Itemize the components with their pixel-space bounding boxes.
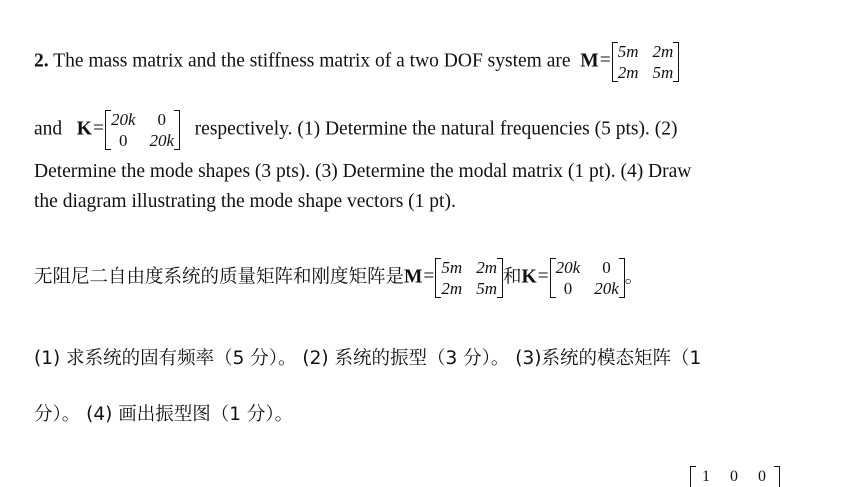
stiffness-matrix-cell: 20k (149, 131, 175, 150)
line-5-end: 。 (624, 266, 644, 288)
line-5-text: 无阻尼二自由度系统的质量矩阵和刚度矩阵是 (34, 266, 405, 288)
equals-sign: = (537, 266, 549, 288)
partial-matrix (690, 464, 780, 484)
mass-matrix-cell: 5m (652, 63, 674, 82)
line-7 (34, 406, 293, 425)
partial-matrix-cell: 0 (730, 468, 738, 485)
line-2-and: and (34, 118, 63, 140)
line-2-text: respectively. (1) Determine the natural frequencies (5 pts). (2) (194, 118, 678, 140)
line-1-text: The mass matrix and the stiffness matrix of a two DOF system are (53, 50, 571, 72)
problem-number: 2. (34, 50, 49, 72)
stiffness-matrix-cell: 0 (563, 279, 573, 298)
stiffness-matrix (105, 110, 180, 150)
stiffness-matrix-cell: 0 (157, 110, 167, 129)
equals-sign: = (92, 118, 104, 140)
stiffness-matrix-cell: 20k (594, 279, 619, 298)
stiffness-matrix-symbol: K (76, 118, 92, 140)
equals-sign: = (599, 50, 611, 72)
line-4-text: the diagram illustrating the mode shape vectors (1 pt). (34, 191, 456, 212)
line-7-text: 分）。 (4) 画出振型图（1 分）。 (34, 404, 294, 425)
line-5-and: 和 (502, 266, 522, 288)
mass-matrix-cell: 2m (441, 279, 463, 298)
line-1 (34, 42, 679, 82)
mass-matrix-cell: 2m (617, 63, 639, 82)
mass-matrix-cell: 5m (476, 279, 497, 298)
stiffness-matrix-symbol: K (521, 266, 537, 288)
line-6-text: (1) 求系统的固有频率（5 分）。 (2) 系统的振型（3 分）。 (3)系统的模态矩阵（1 (34, 348, 702, 369)
partial-matrix-cell: 0 (758, 468, 766, 485)
equals-sign: = (423, 266, 435, 288)
stiffness-matrix-cell: 20k (555, 258, 581, 277)
line-3-text: Determine the mode shapes (3 pts). (3) Determine the modal matrix (1 pt). (4) Draw (34, 161, 692, 182)
mass-matrix (612, 42, 680, 82)
line-2 (34, 110, 677, 150)
line-4 (34, 192, 456, 212)
line-6 (34, 350, 701, 369)
mass-matrix-symbol: M (580, 50, 599, 72)
line-5 (34, 258, 643, 298)
stiffness-matrix-cell: 20k (110, 110, 136, 129)
mass-matrix-cell: 5m (441, 258, 463, 277)
mass-matrix-symbol: M (404, 266, 423, 288)
mass-matrix (435, 258, 503, 298)
mass-matrix-cell: 5m (617, 42, 639, 61)
stiffness-matrix-cell: 0 (118, 131, 128, 150)
mass-matrix-cell: 2m (652, 42, 674, 61)
line-3 (34, 162, 691, 182)
partial-matrix-cell: 1 (702, 468, 710, 485)
stiffness-matrix (550, 258, 625, 298)
mass-matrix-cell: 2m (476, 258, 497, 277)
stiffness-matrix-cell: 0 (602, 258, 611, 277)
